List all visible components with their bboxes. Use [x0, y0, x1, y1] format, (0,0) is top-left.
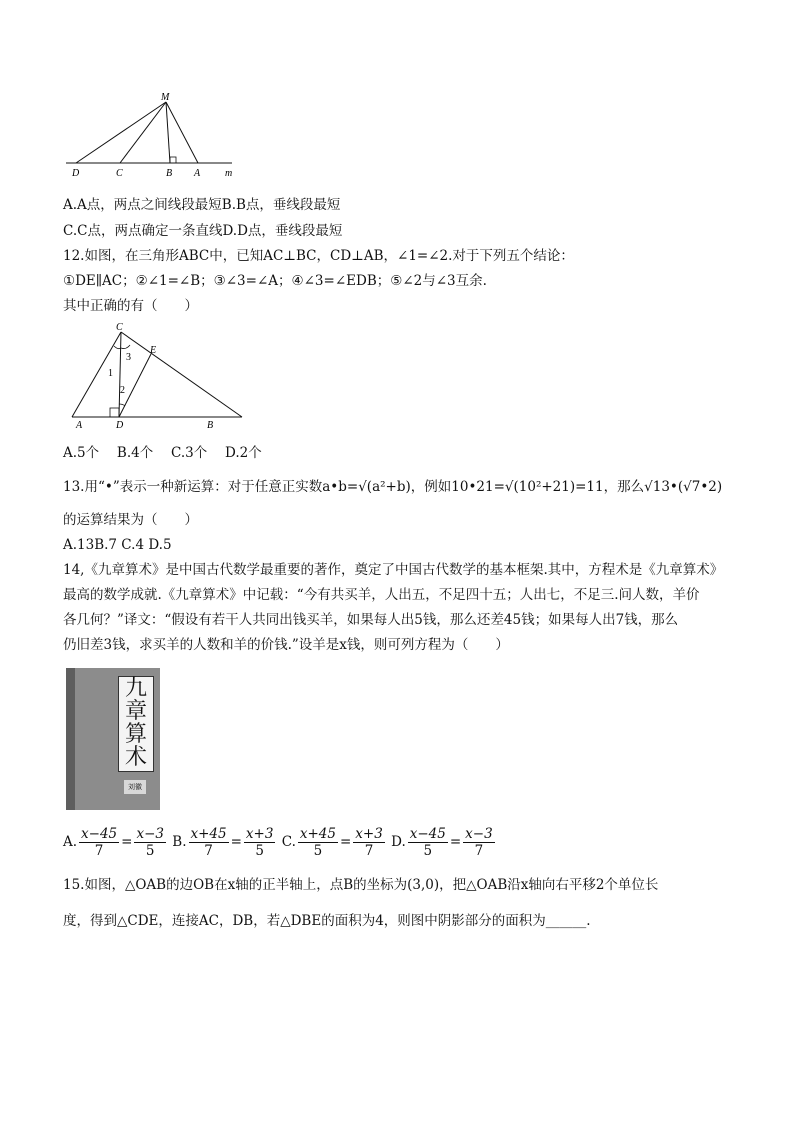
q14-line-1: 14,《九章算术》是中国古代数学最重要的著作，奠定了中国古代数学的基本框架.其中，方程术是《九章算术》 — [63, 562, 724, 578]
q13-stem-a: 13.用“•”表示一种新运算：对于任意正实数a•b= — [63, 479, 359, 495]
q13-target-expression: √13•(√7•2) — [644, 479, 723, 495]
q11-options-cd: C.C点，两点确定一条直线D.D点，垂线段最短 — [63, 223, 343, 239]
segment-MB — [166, 102, 170, 163]
q14-option-c: C. $\frac{x+45}{5}$ = $\frac{x+3}{7}$ — [281, 826, 383, 859]
book-author: 刘徽 — [124, 780, 146, 794]
angle-arc-1 — [114, 346, 121, 349]
q12-stem: 12.如图，在三角形ABC中，已知AC⊥BC，CD⊥AB，∠1=∠2.对于下列五个结论： — [63, 248, 574, 264]
q14-option-a: A. $\frac{x-45}{7}$ = $\frac{x-3}{5}$ — [63, 826, 164, 859]
q13-stem — [63, 478, 722, 496]
q14-options — [63, 822, 497, 862]
q13-example: √(10²+21)=11 — [504, 479, 604, 495]
label-A: A — [194, 168, 201, 179]
q11-options-ab: A.A点，两点之间线段最短B.B点，垂线段最短 — [63, 197, 341, 213]
q12-ask: 其中正确的有（ ） — [63, 298, 198, 314]
side-AC — [72, 332, 121, 417]
label-E: E — [150, 345, 157, 356]
book-title: 九章算术 — [118, 676, 154, 772]
side-CB — [121, 332, 242, 417]
q13-ask: 的运算结果为（ ） — [63, 512, 198, 528]
q14-line-2: 最高的数学成就.《九章算术》中记载：“今有共买羊，人出五，不足四十五；人出七，不足三.问人数，羊价 — [63, 587, 700, 603]
q15-line-1: 15.如图，△OAB的边OB在x轴的正半轴上，点B的坐标为(3,0)，把△OAB沿x轴向右平移2个单位长 — [63, 877, 659, 893]
q15-line-2: 度，得到△CDE，连接AC，DB，若△DBE的面积为4，则图中阴影部分的面积为______. — [63, 913, 591, 929]
q13-definition: √(a²+b) — [358, 479, 411, 495]
q13-stem-b: ，例如10•21= — [410, 479, 505, 495]
right-angle-mark-D — [110, 408, 119, 417]
label-C: C — [116, 168, 123, 179]
segment-MD — [76, 102, 166, 163]
segment-MC — [120, 102, 166, 163]
q14-line-3: 各几何？”译文：“假设有若干人共同出钱买羊，如果每人出5钱，那么还差45钱；如果每人出7钱，那么 — [63, 612, 679, 628]
figure-triangle-abc — [62, 318, 252, 434]
q12-conclusions: ①DE∥AC；②∠1=∠B；③∠3=∠A；④∠3=∠EDB；⑤∠2与∠3互余. — [63, 273, 487, 289]
label-B: B — [166, 168, 173, 179]
figure-point-line — [62, 88, 242, 180]
q12-options: A.5个 B.4个 C.3个 D.2个 — [63, 445, 262, 461]
label-M: M — [161, 92, 170, 103]
q13-options: A.13B.7 C.4 D.5 — [63, 537, 172, 553]
label-angle-2: 2 — [120, 385, 125, 396]
label-angle-1: 1 — [108, 368, 113, 379]
q14-line-4: 仍旧差3钱，求买羊的人数和羊的价钱.”设羊是x钱，则可列方程为（ ） — [63, 637, 509, 653]
book-spine — [66, 668, 75, 810]
book-cover-image — [66, 668, 160, 810]
angle-arc-2 — [119, 404, 125, 406]
label-m: m — [225, 168, 233, 179]
q13-stem-c: ，那么 — [603, 479, 645, 495]
label-B: B — [207, 420, 214, 431]
label-angle-3: 3 — [126, 352, 131, 363]
right-angle-mark — [170, 157, 176, 163]
label-C: C — [116, 322, 123, 333]
q14-option-d: D. $\frac{x-45}{5}$ = $\frac{x-3}{7}$ — [391, 826, 493, 859]
q14-option-b: B. $\frac{x+45}{7}$ = $\frac{x+3}{5}$ — [172, 826, 274, 859]
label-A: A — [76, 420, 83, 431]
label-D: D — [116, 420, 124, 431]
segment-MA — [166, 102, 198, 163]
label-D: D — [72, 168, 80, 179]
angle-arc-3 — [121, 345, 130, 349]
